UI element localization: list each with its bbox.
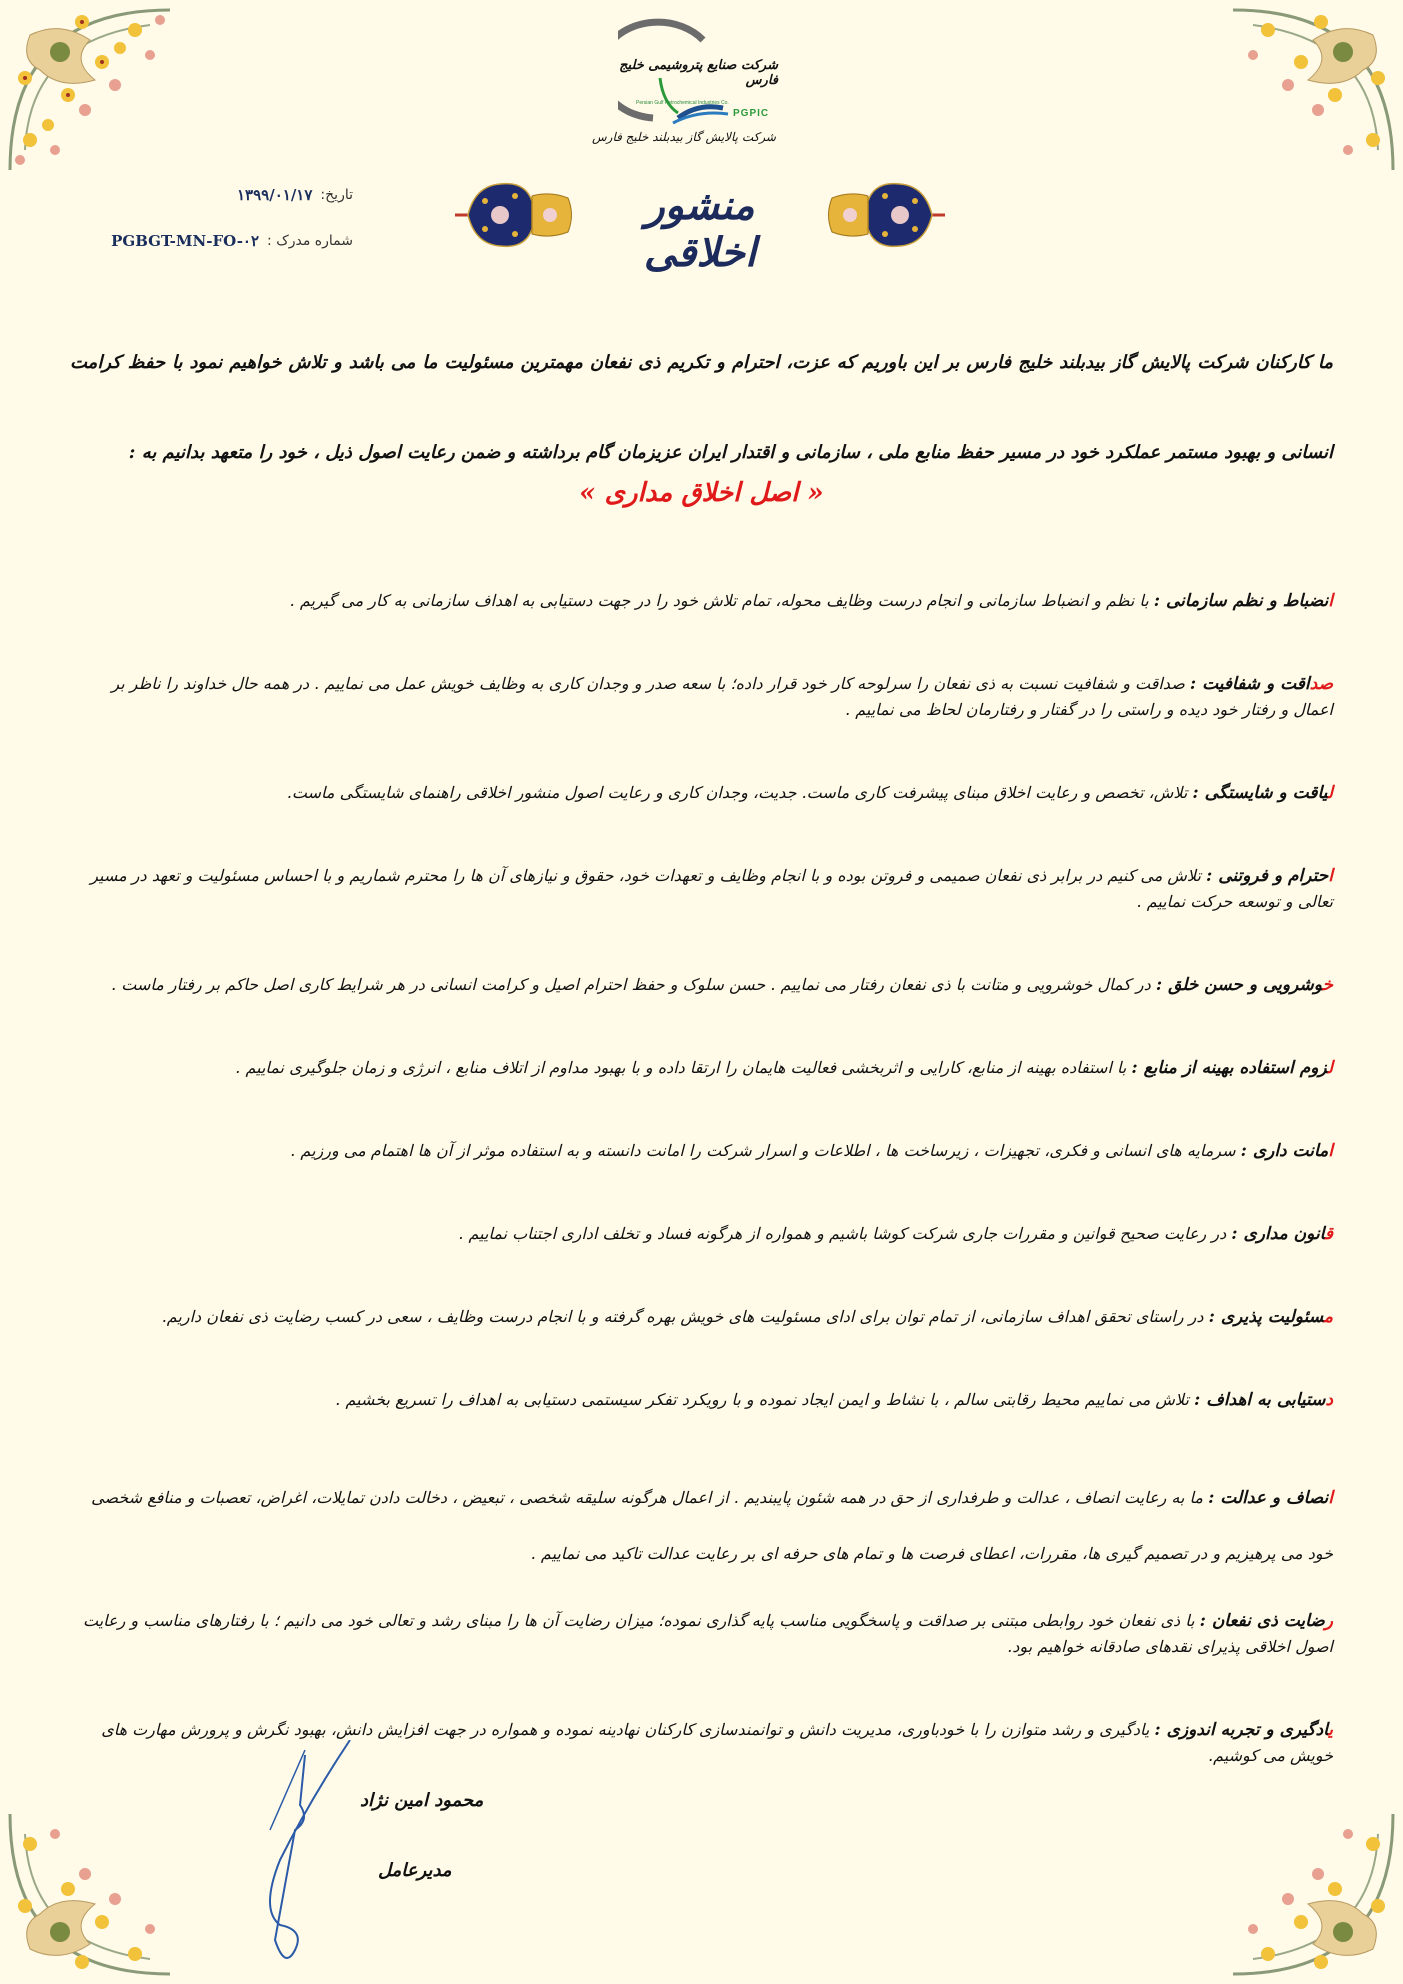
principle-item: انضباط و نظم سازمانی : با نظم و انضباط سازمانی و انجام درست وظایف محوله، تمام تلاش خود را در جهت دستیابی به اهداف سازمانی به کار می گیریم .: [289, 591, 1333, 611]
signatory-name: محمود امین نژاد: [360, 1790, 484, 1811]
doc-number-value: PGBGT-MN-FO-۰۲: [111, 232, 260, 250]
signatory-role: مدیرعامل: [378, 1860, 452, 1881]
floral-corner-top-right: [1223, 0, 1403, 180]
date-row: [103, 172, 353, 218]
principle-item: خوشرویی و حسن خلق : در کمال خوشرویی و متانت با ذی نفعان رفتار می نماییم . حسن سلوک و حفظ احترام اصیل و کرامت انسانی در هر شرایط کاری اصل حاکم بر رفتار ماست .: [111, 975, 1333, 995]
principle-item: قانون مداری : در رعایت صحیح قوانین و مقررات جاری شرکت کوشا باشیم و همواره از هرگونه فساد و تخلف اداری اجتناب نماییم .: [458, 1224, 1333, 1244]
handwritten-signature-icon: [250, 1740, 370, 1970]
principle-item: رضایت ذی نفعان : با ذی نفعان خود روابطی مبتنی بر صداقت و پاسخگویی مناسب پایه گذاری نموده؛ میزان رضایت آن ها را مبنای رشد و تعالی خود می دانیم ؛ با رفتارهای مناسب و رعایت اصول اخلاقی پذیرای نقدهای صادقانه خواهیم بود.: [82, 1611, 1333, 1656]
floral-corner-bottom-right: [1223, 1804, 1403, 1984]
date-label: تاریخ:: [320, 187, 353, 203]
principles-list: [70, 572, 1333, 1826]
document-meta: [103, 172, 353, 264]
floral-corner-top-left: [0, 0, 180, 180]
section-title: « اصل اخلاق مداری »: [579, 478, 824, 508]
title-ornament-left: [450, 176, 590, 254]
principle-item: انصاف و عدالت : ما به رعایت انصاف ، عدالت و طرفداری از حق در همه شئون پایبندیم . از اعمال هرگونه سلیقه شخصی ، تبعیض ، دخالت دادن تمایلات، اغراض، تعصبات و منافع شخصی خود می پرهیزیم و در تصمیم گیری ها، مقررات، اعطای فرصت ها و تمام های حرفه ای بر رعایت عدالت تاکید می نماییم .: [91, 1488, 1333, 1563]
logo-parent-company-en: Persian Gulf Petrochemical Industries Co.: [636, 100, 729, 106]
signature-block: [250, 1740, 484, 1970]
floral-ornament-icon: [0, 0, 180, 180]
date-value: ۱۳۹۹/۰۱/۱۷: [237, 186, 313, 204]
principle-item: یادگیری و تجربه اندوزی : یادگیری و رشد متوازن را با خودباوری، مدیریت دانش و توانمندسازی کارکنان نهادینه نموده و همواره در جهت افزایش دانش، بهبود نگرش و پرورش مهارت های خویش می کوشیم.: [101, 1720, 1333, 1765]
intro-paragraph: ما کارکنان شرکت پالایش گاز بیدبلند خلیج فارس بر این باوریم که عزت، احترام و تکریم ذی نفعان مهمترین مسئولیت ما می باشد و تلاش خواهیم نمود با حفظ کرامت انسانی و بهبود مستمر عملکرد خود در مسیر حفظ منابع ملی ، سازمانی و اقتدار ایران عزیزمان گام برداشته و ضمن رعایت اصول ذیل ، خود را متعهد بدانیم به :: [70, 352, 1333, 463]
principle-item: مسئولیت پذیری : در راستای تحقق اهداف سازمانی، از تمام توان برای ادای مسئولیت های خویش بهره گرفته و با انجام درست وظایف ، سعی در کسب رضایت ذی نفعان داریم.: [161, 1307, 1333, 1327]
title-ornament-right: [810, 176, 950, 254]
arabesque-ornament-icon: [810, 176, 950, 254]
floral-ornament-icon: [1223, 0, 1403, 180]
floral-corner-bottom-left: [0, 1804, 180, 1984]
floral-ornament-icon: [0, 1804, 180, 1984]
principle-item: دستیابی به اهداف : تلاش می نماییم محیط رقابتی سالم ، با نشاط و ایمن ایجاد نموده و با رویکرد تفکر سیستمی دستیابی به اهداف را تسریع بخشیم .: [335, 1390, 1333, 1410]
principle-item: لیاقت و شایستگی : تلاش، تخصص و رعایت اخلاق مبنای پیشرفت کاری ماست. جدیت، وجدان کاری و رعایت اصول منشور اخلاقی راهنمای شایستگی ماست.: [286, 783, 1333, 803]
principle-item: احترام و فروتنی : تلاش می کنیم در برابر ذی نفعان صمیمی و فروتن بوده و با انجام وظایف و تعهدات خود، حقوق و نیازهای آن ها را محترم شماریم و با احساس مسئولیت و تعهد در مسیر تعالی و توسعه حرکت نماییم .: [90, 866, 1333, 911]
doc-number-label: شماره مدرک :: [267, 233, 353, 249]
title-block: [450, 168, 950, 276]
floral-ornament-icon: [1223, 1804, 1403, 1984]
principle-item: امانت داری : سرمایه های انسانی و فکری، تجهیزات ، زیرساخت ها ، اطلاعات و اسرار شرکت را امانت دانسته و به استفاده موثر از آن ها اهتمام می ورزیم .: [290, 1141, 1333, 1161]
logo-code: PGPIC: [733, 108, 770, 119]
logo-parent-company-fa: شرکت صنایع پتروشیمی خلیج فارس: [619, 58, 778, 88]
page-title: منشور اخلاقی: [643, 182, 757, 276]
logo-company-fa: شرکت پالایش گاز بیدبلند خلیج فارس: [592, 130, 776, 144]
doc-number-row: [103, 218, 353, 264]
company-logo: [592, 18, 788, 144]
principle-item: لزوم استفاده بهینه از منابع : با استفاده بهینه از منابع، کارایی و اثربخشی فعالیت هایمان را ارتقا داده و با بهبود مداوم از اتلاف منابع ، انرژی و زمان جلوگیری نماییم .: [235, 1058, 1333, 1078]
principle-item: صداقت و شفافیت : صداقت و شفافیت نسبت به ذی نفعان را سرلوحه کار خود قرار داده؛ با سعه صدر و وجدان کاری به وظایف خویش عمل می نماییم . در همه حال خداوند را ناظر بر اعمال و رفتار خود دیده و راستی را در گفتار و رفتارمان لحاظ می نماییم .: [111, 674, 1333, 719]
arabesque-ornament-icon: [450, 176, 590, 254]
